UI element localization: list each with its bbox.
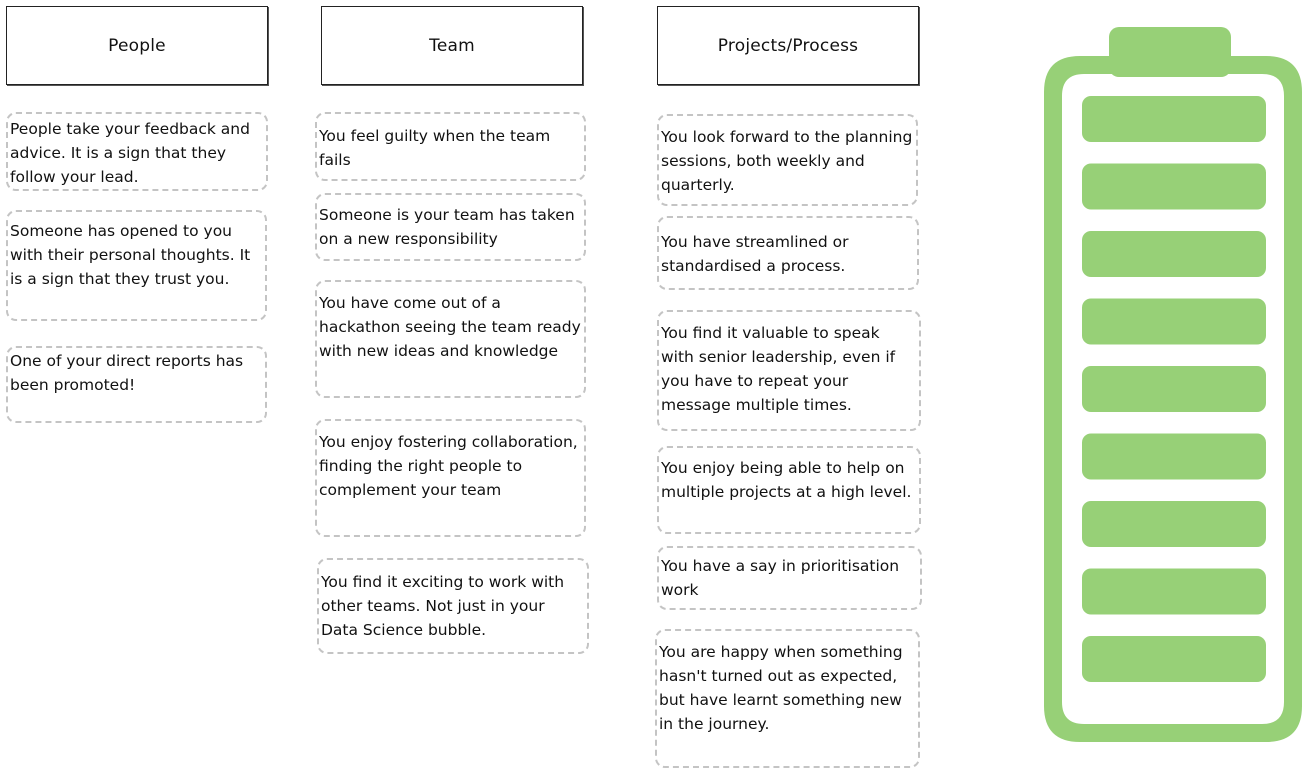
battery-cells [1082,96,1266,682]
people-card-feedback: People take your feedback and advice. It is a sign that they follow your lead. [6,112,268,191]
column-header-projects-process: Projects/Process [657,6,919,85]
projects-card-multiple-projects: You enjoy being able to help on multiple projects at a high level. [657,446,921,534]
team-card-collaboration: You enjoy fostering collaboration, finding the right people to complement your team [315,419,586,537]
battery-cell [1082,569,1266,615]
team-card-guilty: You feel guilty when the team fails [315,112,586,181]
battery-cell [1082,299,1266,345]
battery-cell [1082,96,1266,142]
projects-card-prioritisation: You have a say in prioritisation work [657,546,922,610]
team-card-responsibility: Someone is your team has taken on a new responsibility [315,193,586,261]
team-card-hackathon: You have come out of a hackathon seeing the team ready with new ideas and knowledge [315,280,586,398]
battery-cell [1082,501,1266,547]
battery-icon [1040,24,1306,746]
column-header-people: People [6,6,268,85]
battery-cell [1082,164,1266,210]
projects-card-leadership: You find it valuable to speak with senior leadership, even if you have to repeat your message multiple times. [657,310,921,431]
projects-card-streamlined: You have streamlined or standardised a process. [657,216,919,290]
projects-card-learning: You are happy when something hasn't turned out as expected, but have learnt something new in the journey. [655,629,920,768]
column-header-team: Team [321,6,583,85]
people-card-trust: Someone has opened to you with their personal thoughts. It is a sign that they trust you. [6,210,267,321]
battery-cell [1082,434,1266,480]
team-card-other-teams: You find it exciting to work with other teams. Not just in your Data Science bubble. [317,558,589,654]
people-card-promotion: One of your direct reports has been promoted! [6,346,267,423]
battery-cell [1082,636,1266,682]
projects-card-planning: You look forward to the planning sessions, both weekly and quarterly. [657,114,918,206]
battery-cell [1082,366,1266,412]
battery-cell [1082,231,1266,277]
